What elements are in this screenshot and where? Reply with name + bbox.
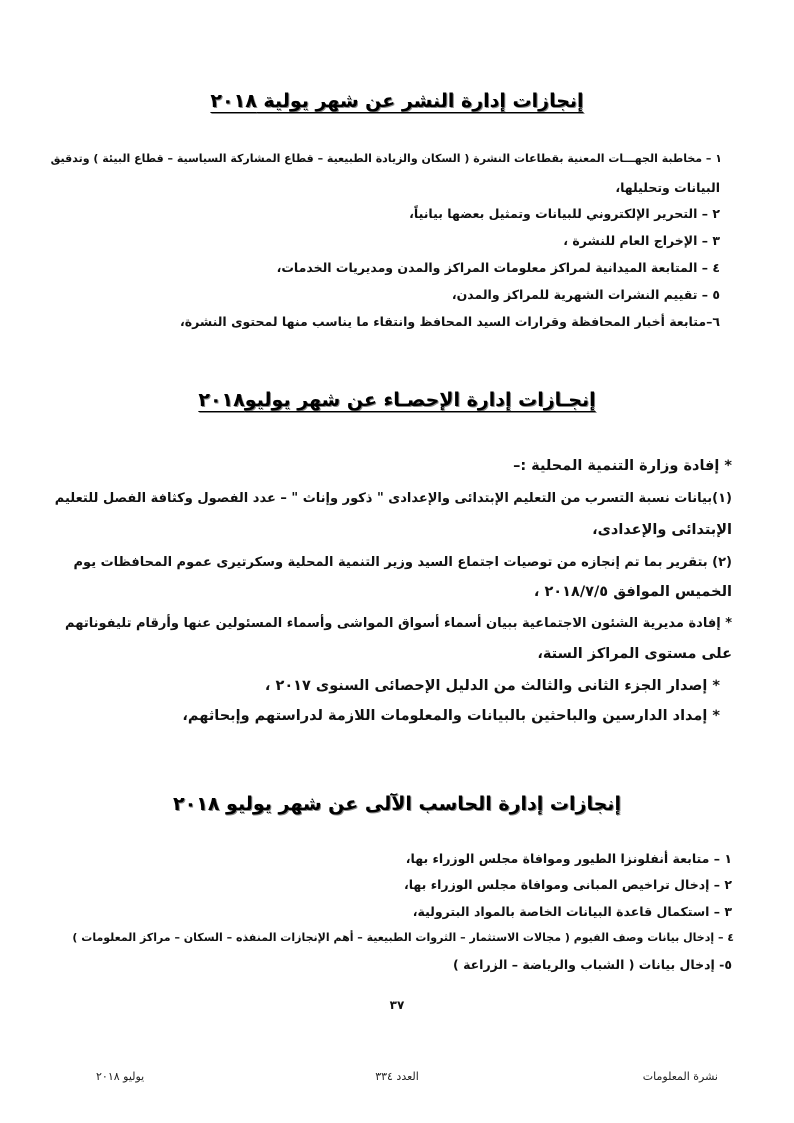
list-item: ٦–متابعة أخبار المحافظة وقرارات السيد المحافظ وانتقاء ما يناسب منها لمحتوى النشرة، bbox=[180, 314, 720, 329]
list-item: ٢ – إدخال تراخيص المبانى وموافاة مجلس الوزراء بها، bbox=[403, 877, 732, 892]
footer-publication: نشرة المعلومات bbox=[642, 1070, 718, 1083]
section-title: إنجازات إدارة النشر عن شهر يولية ٢٠١٨ bbox=[210, 90, 584, 112]
list-item: ٤ – المتابعة الميدانية لمراكز معلومات المراكز والمدن ومديريات الخدمات، bbox=[276, 260, 720, 275]
footer-date: يوليو ٢٠١٨ bbox=[96, 1070, 145, 1083]
list-item: ٥- إدخال بيانات ( الشباب والرياضة – الزراعة ) bbox=[453, 957, 732, 972]
list-item: * إصدار الجزء الثانى والثالث من الدليل الإحصائى السنوى ٢٠١٧ ، bbox=[264, 678, 720, 694]
list-item: البيانات وتحليلها، bbox=[615, 180, 720, 195]
list-item: (١)بيانات نسبة التسرب من التعليم الإبتدائى والإعدادى " ذكور وإناث " – عدد الفصول وكثافة الفصل للتعليم bbox=[54, 491, 732, 506]
list-item: ٢ – التحرير الإلكتروني للبيانات وتمثيل بعضها بيانياً، bbox=[409, 206, 720, 221]
list-item: ٣ – استكمال قاعدة البيانات الخاصة بالمواد البترولية، bbox=[412, 904, 732, 919]
list-item: ٥ – تقييم النشرات الشهرية للمراكز والمدن، bbox=[451, 287, 720, 302]
list-item: * إمداد الدارسين والباحثين بالبيانات والمعلومات اللازمة لدراستهم وإبحاثهم، bbox=[182, 708, 720, 724]
list-item: الخميس الموافق ٢٠١٨/٧/٥ ، bbox=[533, 584, 732, 600]
list-item: * إفادة مديرية الشئون الاجتماعية ببيان أسماء أسواق المواشى وأسماء المسئولين عنها وأرقام تليفوناتهم bbox=[65, 616, 732, 631]
list-item: ١ – مخاطبة الجهـــات المعنية بقطاعات النشرة ( السكان والزيادة الطبيعية – قطاع المشاركة السياسية – قطاع البيئة ) وتدقيق bbox=[50, 152, 722, 165]
section-title: إنجـازات إدارة الإحصـاء عن شهر يوليو٢٠١٨ bbox=[198, 389, 596, 411]
footer-issue: العدد ٣٣٤ bbox=[375, 1070, 419, 1083]
list-item: ٣ – الإخراج العام للنشرة ، bbox=[563, 233, 720, 248]
list-item: ٤ – إدخال بيانات وصف الفيوم ( مجالات الاستثمار – الثروات الطبيعية – أهم الإنجازات المنفذه – السكان – مراكز المعلومات ) bbox=[72, 931, 734, 944]
list-item: ١ – متابعة أنفلونزا الطيور وموافاة مجلس الوزراء بها، bbox=[405, 851, 732, 866]
section-title: إنجازات إدارة الحاسب الآلى عن شهر يوليو ٢٠١٨ bbox=[173, 793, 621, 815]
list-item: على مستوى المراكز الستة، bbox=[537, 646, 732, 662]
list-item: (٢) بتقرير بما تم إنجازه من توصيات اجتماع السيد وزير التنمية المحلية وسكرتيرى عموم المحافظات يوم bbox=[73, 555, 732, 570]
page-number: ٣٧ bbox=[389, 998, 405, 1012]
list-item: * إفادة وزارة التنمية المحلية :– bbox=[513, 458, 732, 474]
list-item: الإبتدائى والإعدادى، bbox=[592, 522, 732, 538]
